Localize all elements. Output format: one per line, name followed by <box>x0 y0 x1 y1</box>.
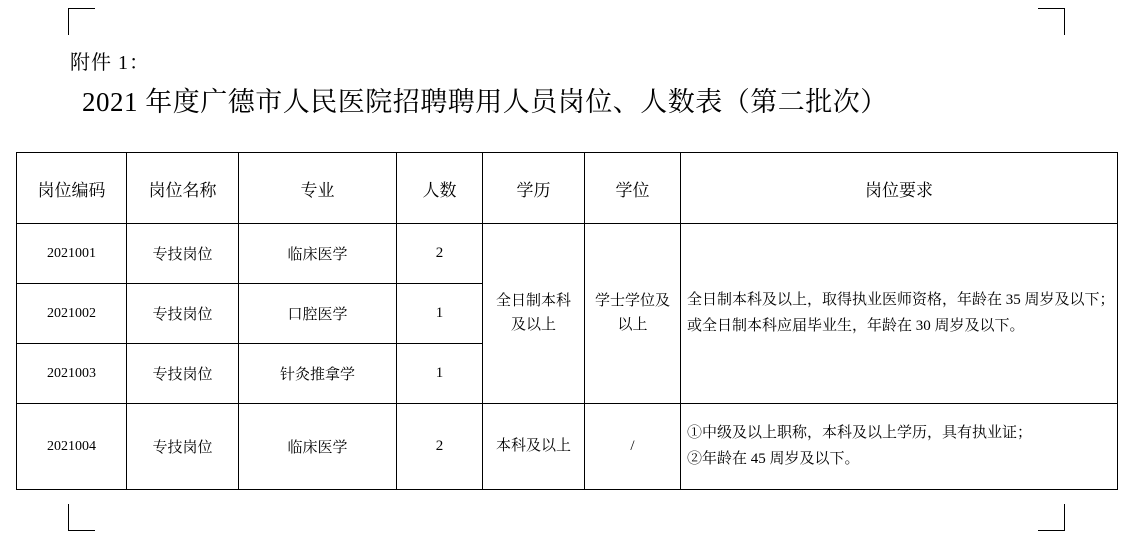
cell-job-code: 2021001 <box>17 224 127 284</box>
column-header-count: 人数 <box>397 153 483 224</box>
attachment-label: 附件 1： <box>70 52 150 74</box>
cell-major: 临床医学 <box>239 404 397 490</box>
column-header-education: 学历 <box>483 153 585 224</box>
cell-education: 本科及以上 <box>483 404 585 490</box>
column-header-job-code: 岗位编码 <box>17 153 127 224</box>
page-corner-mark-bottom-right <box>1038 504 1065 531</box>
cell-major: 临床医学 <box>239 224 397 284</box>
requirement-line-2: ②年龄在 45 周岁及以下。 <box>687 450 860 467</box>
job-positions-table <box>16 152 1118 490</box>
cell-major: 针灸推拿学 <box>239 344 397 404</box>
cell-count: 2 <box>397 404 483 490</box>
cell-major: 口腔医学 <box>239 284 397 344</box>
cell-count: 2 <box>397 224 483 284</box>
cell-requirements <box>681 404 1118 490</box>
cell-job-name: 专技岗位 <box>127 404 239 490</box>
column-header-requirements: 岗位要求 <box>681 153 1118 224</box>
page-title: 2021 年度广德市人民医院招聘聘用人员岗位、人数表（第二批次） <box>82 87 888 117</box>
page-corner-mark-top-right <box>1038 8 1065 35</box>
cell-job-name: 专技岗位 <box>127 344 239 404</box>
cell-job-code: 2021004 <box>17 404 127 490</box>
column-header-major: 专业 <box>239 153 397 224</box>
cell-count: 1 <box>397 344 483 404</box>
table-header-row <box>17 153 1118 224</box>
requirement-line-1: 全日制本科及以上，取得执业医师资格，年龄在 35 周岁及以下； <box>687 292 1115 308</box>
cell-count: 1 <box>397 284 483 344</box>
table-row <box>17 224 1118 284</box>
requirement-line-2: 或全日制本科应届毕业生，年龄在 30 周岁及以下。 <box>687 317 1025 334</box>
cell-requirements-merged <box>681 224 1118 404</box>
cell-education-merged: 全日制本科及以上 <box>483 224 585 404</box>
column-header-job-name: 岗位名称 <box>127 153 239 224</box>
cell-degree-merged: 学士学位及以上 <box>585 224 681 404</box>
table-row <box>17 404 1118 490</box>
page-corner-mark-bottom-left <box>68 504 95 531</box>
cell-job-name: 专技岗位 <box>127 224 239 284</box>
cell-degree: / <box>585 404 681 490</box>
column-header-degree: 学位 <box>585 153 681 224</box>
cell-job-name: 专技岗位 <box>127 284 239 344</box>
cell-job-code: 2021002 <box>17 284 127 344</box>
requirement-line-1: ①中级及以上职称，本科及以上学历，具有执业证； <box>687 425 1033 441</box>
cell-job-code: 2021003 <box>17 344 127 404</box>
page-corner-mark-top-left <box>68 8 95 35</box>
